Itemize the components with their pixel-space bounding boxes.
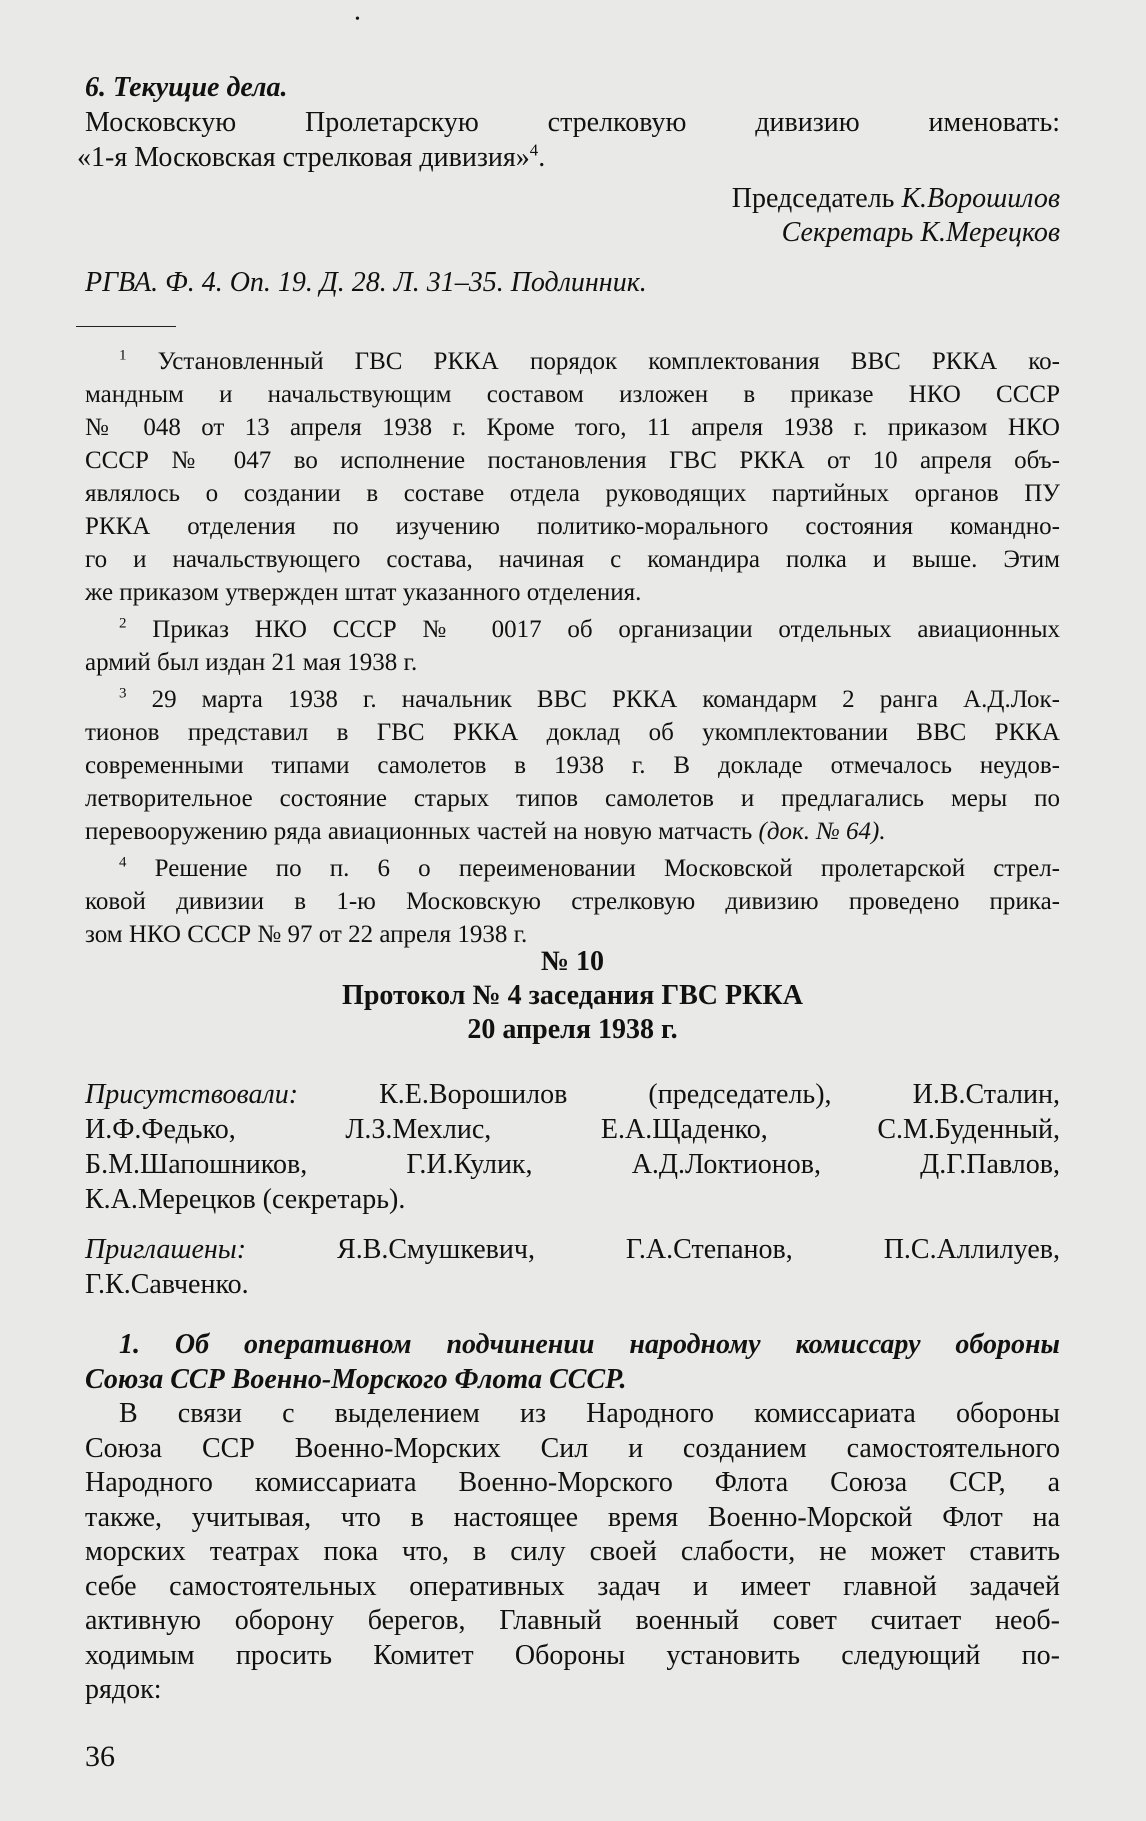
footnote-number: 2 — [119, 615, 127, 632]
text: К.А.Мерецков (секретарь). — [85, 1184, 406, 1215]
signature-chair — [85, 182, 1060, 216]
footnote-line — [85, 543, 1060, 576]
text: Установленный ГВС РККА порядок комплектования ВВС РККА ко- — [157, 348, 1061, 375]
footnote-line — [85, 852, 1060, 885]
footnote-line — [85, 613, 1060, 646]
text: ковой дивизии в 1-ю Московскую стрелковую дивизию проведено прика- — [85, 888, 1060, 915]
text-line — [85, 1112, 1060, 1147]
footnote — [85, 852, 1060, 951]
footnote-line — [85, 815, 1060, 848]
text-line — [77, 140, 1060, 175]
footnote-line — [85, 716, 1060, 749]
text-line: себе самостоятельных оперативных задач и имеет главной задачей — [85, 1570, 1060, 1602]
footnote-number: 3 — [119, 685, 127, 702]
text: зом НКО СССР № 97 от 22 апреля 1938 г. — [85, 921, 528, 948]
page-number: 36 — [85, 1740, 115, 1773]
footnote-line — [85, 378, 1060, 411]
footnote-ref: 4 — [529, 140, 539, 160]
text-line: активную оборону берегов, Главный военный совет считает необ- — [85, 1605, 1060, 1636]
document-reference: (док. № 64). — [758, 818, 886, 845]
text-line: также, учитывая, что в настоящее время Военно-Морской Флот на — [85, 1501, 1060, 1533]
role: Секретарь — [781, 217, 914, 248]
text: тионов представил в ГВС РККА доклад об укомплектовании ВВС РККА — [85, 719, 1060, 746]
text: современными типами самолетов в 1938 г. В докладе отмечалось неудов- — [85, 752, 1060, 779]
text: И.Ф.Федько, Л.З.Мехлис, Е.А.Щаденко, С.М.Буденный, — [85, 1114, 1060, 1145]
text: го и начальствующего состава, начиная с командира полка и выше. Этим — [85, 546, 1060, 573]
text: № 048 от 13 апреля 1938 г. Кроме того, 11 апреля 1938 г. приказом НКО — [85, 414, 1060, 441]
footnote-line — [85, 444, 1060, 477]
text: же приказом утвержден штат указанного отделения. — [85, 579, 642, 606]
text: летворительное состояние старых типов самолетов и предлагались меры по — [85, 785, 1060, 812]
footnote-line — [85, 683, 1060, 716]
footnote-line — [85, 345, 1060, 378]
heading-line: Союза ССР Военно-Морского Флота СССР. — [85, 1364, 627, 1395]
item1-heading — [85, 1327, 1060, 1397]
footnote — [85, 345, 1060, 609]
text: Решение по п. 6 о переименовании Московской пролетарской стрел- — [154, 855, 1061, 882]
text-line: Московскую Пролетарскую стрелковую дивизию именовать: — [85, 107, 1060, 138]
text-line — [85, 1232, 1060, 1267]
attendees-invited — [85, 1232, 1060, 1302]
footnote-line — [85, 782, 1060, 815]
text: армий был издан 21 мая 1938 г. — [85, 649, 418, 676]
document-header — [85, 945, 1060, 1047]
footnote-line — [85, 411, 1060, 444]
document-date: 20 апреля 1938 г. — [467, 1014, 678, 1045]
archive-source: РГВА. Ф. 4. Оп. 19. Д. 28. Л. 31–35. Подлинник. — [85, 267, 647, 298]
text: Я.В.Смушкевич, Г.А.Степанов, П.С.Аллилуев, — [337, 1234, 1060, 1265]
text: мандным и начальствующим составом изложен в приказе НКО СССР — [85, 381, 1060, 408]
footnote-line — [85, 885, 1060, 918]
text: являлось о создании в составе отдела руководящих партийных органов ПУ — [85, 480, 1060, 507]
footnote-divider — [76, 326, 176, 327]
signatures — [85, 182, 1060, 250]
scan-speck: • — [355, 12, 360, 27]
footnotes — [85, 345, 1060, 955]
text-line: Народного комиссариата Военно-Морского Флота Союза ССР, а — [85, 1467, 1060, 1498]
text-line: рядок: — [85, 1674, 162, 1705]
document-title: Протокол № 4 заседания ГВС РККА — [342, 980, 803, 1011]
name: К.Мерецков — [920, 217, 1060, 248]
footnote-line — [85, 646, 1060, 679]
text-line — [85, 1077, 1060, 1112]
footnote-line — [85, 477, 1060, 510]
footnote-line — [85, 576, 1060, 609]
footnote — [85, 613, 1060, 679]
role: Председатель — [731, 183, 895, 214]
text-line: морских театрах пока что, в силу своей слабости, не может ставить — [85, 1536, 1060, 1567]
footnote-line — [85, 510, 1060, 543]
text: «1-я Московская стрелковая дивизия» — [77, 142, 530, 173]
footnote-number: 1 — [119, 347, 127, 364]
text-line: В связи с выделением из Народного комиссариата обороны — [119, 1398, 1060, 1429]
text-line: ходимым просить Комитет Обороны установить следующий по- — [85, 1639, 1060, 1671]
text: 29 марта 1938 г. начальник ВВС РККА командарм 2 ранга А.Д.Лок- — [151, 686, 1060, 713]
text: . — [538, 142, 546, 173]
text-line — [85, 1267, 1060, 1302]
text-line — [85, 1182, 1060, 1217]
attendees-present — [85, 1077, 1060, 1217]
text: СССР № 047 во исполнение постановления ГВС РККА от 10 апреля объ- — [85, 447, 1060, 474]
text: РККА отделения по изучению политико-морального состояния командно- — [85, 513, 1060, 540]
text: Приказ НКО СССР № 0017 об организации отдельных авиационных — [152, 616, 1061, 643]
footnote-number: 4 — [119, 854, 127, 871]
label: Присутствовали: — [85, 1079, 299, 1110]
item1-body — [85, 1397, 1060, 1708]
footnote-line — [85, 749, 1060, 782]
text: К.Е.Ворошилов (председатель), И.В.Сталин, — [379, 1079, 1060, 1110]
text: Б.М.Шапошников, Г.И.Кулик, А.Д.Локтионов, Д.Г.Павлов, — [85, 1149, 1060, 1180]
text-line — [85, 1147, 1060, 1182]
signature-secretary — [85, 216, 1060, 250]
label: Приглашены: — [85, 1234, 247, 1265]
text: перевооружению ряда авиационных частей на новую матчасть — [85, 818, 753, 845]
heading-line: 1. Об оперативном подчинении народному комиссару обороны — [119, 1329, 1060, 1360]
section-heading: 6. Текущие дела. — [85, 72, 288, 103]
text: Г.К.Савченко. — [85, 1269, 249, 1300]
document-number: № 10 — [540, 946, 605, 977]
text-line: Союза ССР Военно-Морских Сил и созданием самостоятельного — [85, 1432, 1060, 1464]
section-6 — [77, 70, 1060, 175]
footnote — [85, 683, 1060, 848]
name: К.Ворошилов — [901, 183, 1060, 214]
